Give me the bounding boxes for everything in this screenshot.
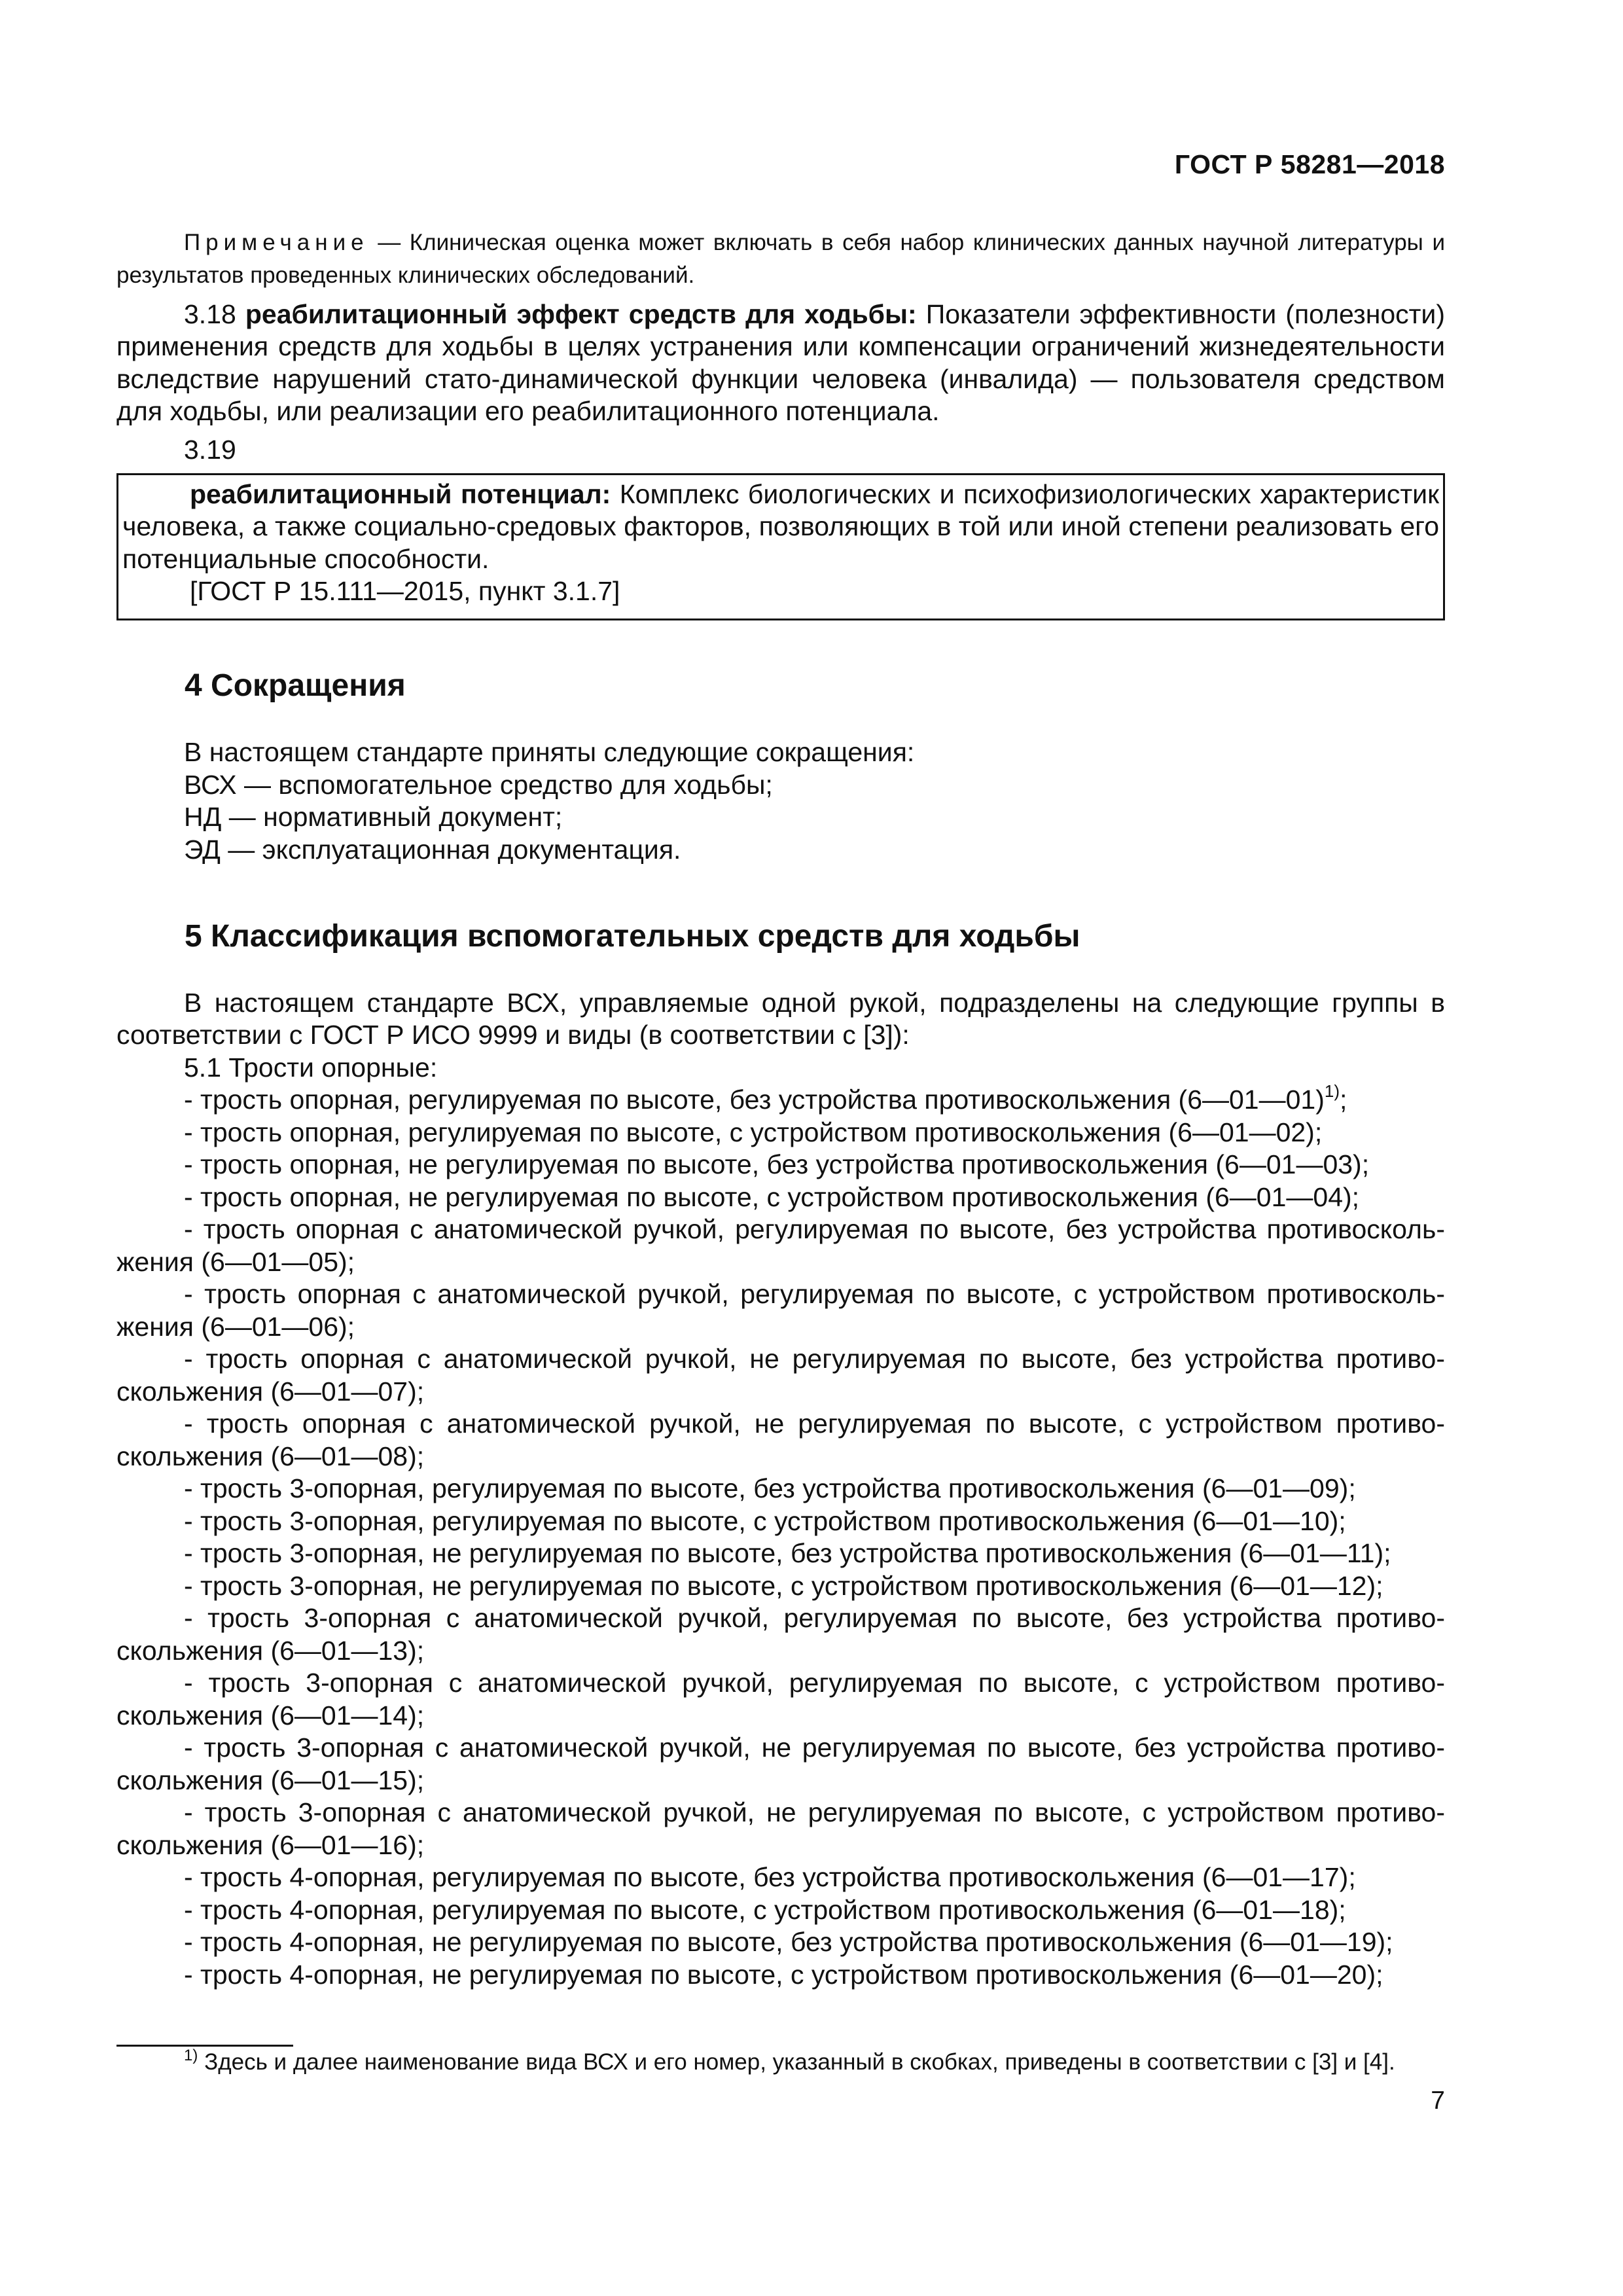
list-item: - трость опорная с анатомической ручкой, не регулируемая по высоте, с устройством противо-	[184, 1408, 1445, 1439]
list-item-continuation: жения (6—01—05);	[116, 1247, 355, 1277]
footnote-ref: 1)	[1324, 1081, 1340, 1101]
list-item: - трость 4-опорная, регулируемая по высоте, с устройством противоскольжения (6—01—18);	[184, 1895, 1346, 1925]
section-5-intro-line: В настоящем стандарте ВСХ, управляемые одной рукой, подразделены на следующие группы в	[184, 988, 1445, 1018]
footnote-text: Здесь и далее наименование вида ВСХ и его номер, указанный в скобках, приведены в соответствии с [3] и [4].	[198, 2049, 1395, 2075]
document-header: ГОСТ Р 58281—2018	[1174, 149, 1445, 179]
list-item	[184, 1081, 1445, 1116]
section-5-heading: 5 Классификация вспомогательных средств для ходьбы	[185, 919, 1080, 954]
list-item: - трость 3-опорная, регулируемая по высоте, с устройством противоскольжения (6—01—10);	[184, 1506, 1346, 1536]
definition-3-18	[116, 298, 1445, 428]
note-label: Примечание	[184, 230, 369, 255]
list-item-continuation: скольжения (6—01—14);	[116, 1700, 425, 1731]
list-item: - трость 3-опорная с анатомической ручкой, регулируемая по высоте, с устройством противо-	[184, 1668, 1445, 1698]
list-item: - трость 4-опорная, не регулируемая по высоте, с устройством противоскольжения (6—01—20);	[184, 1960, 1383, 1990]
abbreviation-item: НД — нормативный документ;	[184, 802, 563, 832]
list-item-text: - трость опорная, регулируемая по высоте, без устройства противоскольжения (6—01—01)	[184, 1085, 1325, 1115]
note-paragraph	[116, 226, 1445, 292]
list-item-continuation: скольжения (6—01—08);	[116, 1441, 425, 1471]
section-4-heading: 4 Сокращения	[185, 668, 406, 703]
list-item-continuation: скольжения (6—01—13);	[116, 1636, 425, 1666]
list-item: - трость 3-опорная с анатомической ручкой, регулируемая по высоте, без устройства противо-	[184, 1603, 1445, 1633]
list-item: - трость 3-опорная, регулируемая по высоте, без устройства противоскольжения (6—01—09);	[184, 1473, 1356, 1503]
definition-3-19-box	[116, 473, 1445, 620]
subsection-5-1: 5.1 Трости опорные:	[184, 1052, 438, 1083]
list-item-continuation: жения (6—01—06);	[116, 1312, 355, 1342]
definition-term: реабилитационный потенциал:	[190, 479, 611, 509]
list-item: - трость опорная, регулируемая по высоте, с устройством противоскольжения (6—01—02);	[184, 1117, 1323, 1147]
list-item: - трость 4-опорная, не регулируемая по высоте, без устройства противоскольжения (6—01—19);	[184, 1927, 1393, 1957]
list-item-continuation: скольжения (6—01—07);	[116, 1376, 425, 1407]
definition-term: реабилитационный эффект средств для ходьбы:	[245, 299, 917, 329]
list-item: - трость 3-опорная с анатомической ручкой, не регулируемая по высоте, без устройства противо-	[184, 1732, 1445, 1763]
list-item: - трость опорная с анатомической ручкой, регулируемая по высоте, с устройством противосколь-	[184, 1279, 1445, 1309]
list-item: - трость 3-опорная с анатомической ручкой, не регулируемая по высоте, с устройством противо-	[184, 1797, 1445, 1827]
list-item-text: ;	[1340, 1085, 1347, 1115]
page-number: 7	[1431, 2087, 1445, 2115]
definition-3-19-number: 3.19	[184, 435, 236, 465]
list-item-continuation: скольжения (6—01—16);	[116, 1830, 425, 1860]
list-item: - трость 3-опорная, не регулируемая по высоте, без устройства противоскольжения (6—01—11);	[184, 1538, 1391, 1568]
section-5-intro-line: соответствии с ГОСТ Р ИСО 9999 и виды (в соответствии с [3]):	[116, 1020, 910, 1050]
abbreviation-item: ВСХ — вспомогательное средство для ходьбы;	[184, 770, 773, 800]
list-item: - трость опорная с анатомической ручкой, регулируемая по высоте, без устройства противосколь-	[184, 1214, 1445, 1244]
list-item: - трость опорная с анатомической ручкой, не регулируемая по высоте, без устройства противо-	[184, 1344, 1445, 1374]
definition-text: Показатели эффективности (полезности) применения средств для ходьбы в целях устранения или компенсации ограничений жизнедеятельности вследствие нарушений стато-динамической функции человека (инвалида) — пользователя средством для ходьбы, или реализации его реабилитационного потенциала.	[116, 299, 1445, 427]
definition-3-19	[122, 478, 1439, 575]
footnote	[116, 2046, 1445, 2079]
note-text: — Клиническая оценка может включать в себя набор клинических данных научной литературы и результатов проведенных клинических обследований.	[116, 230, 1445, 288]
list-item: - трость 4-опорная, регулируемая по высоте, без устройства противоскольжения (6—01—17);	[184, 1862, 1356, 1892]
footnote-marker: 1)	[184, 2047, 198, 2064]
definition-text: Комплекс биологических и психофизиологических характеристик человека, а также социально-средовых факторов, позволяющих в той или иной степени реализовать его потенциальные способности.	[122, 479, 1440, 574]
list-item: - трость 3-опорная, не регулируемая по высоте, с устройством противоскольжения (6—01—12);	[184, 1571, 1383, 1601]
definition-source: [ГОСТ Р 15.111—2015, пункт 3.1.7]	[190, 576, 620, 607]
list-item: - трость опорная, не регулируемая по высоте, без устройства противоскольжения (6—01—03);	[184, 1149, 1370, 1179]
definition-number: 3.18	[184, 299, 245, 329]
list-item-continuation: скольжения (6—01—15);	[116, 1765, 425, 1795]
abbreviation-item: ЭД — эксплуатационная документация.	[184, 834, 681, 865]
section-4-intro: В настоящем стандарте приняты следующие сокращения:	[184, 737, 915, 767]
list-item: - трость опорная, не регулируемая по высоте, с устройством противоскольжения (6—01—04);	[184, 1182, 1360, 1212]
